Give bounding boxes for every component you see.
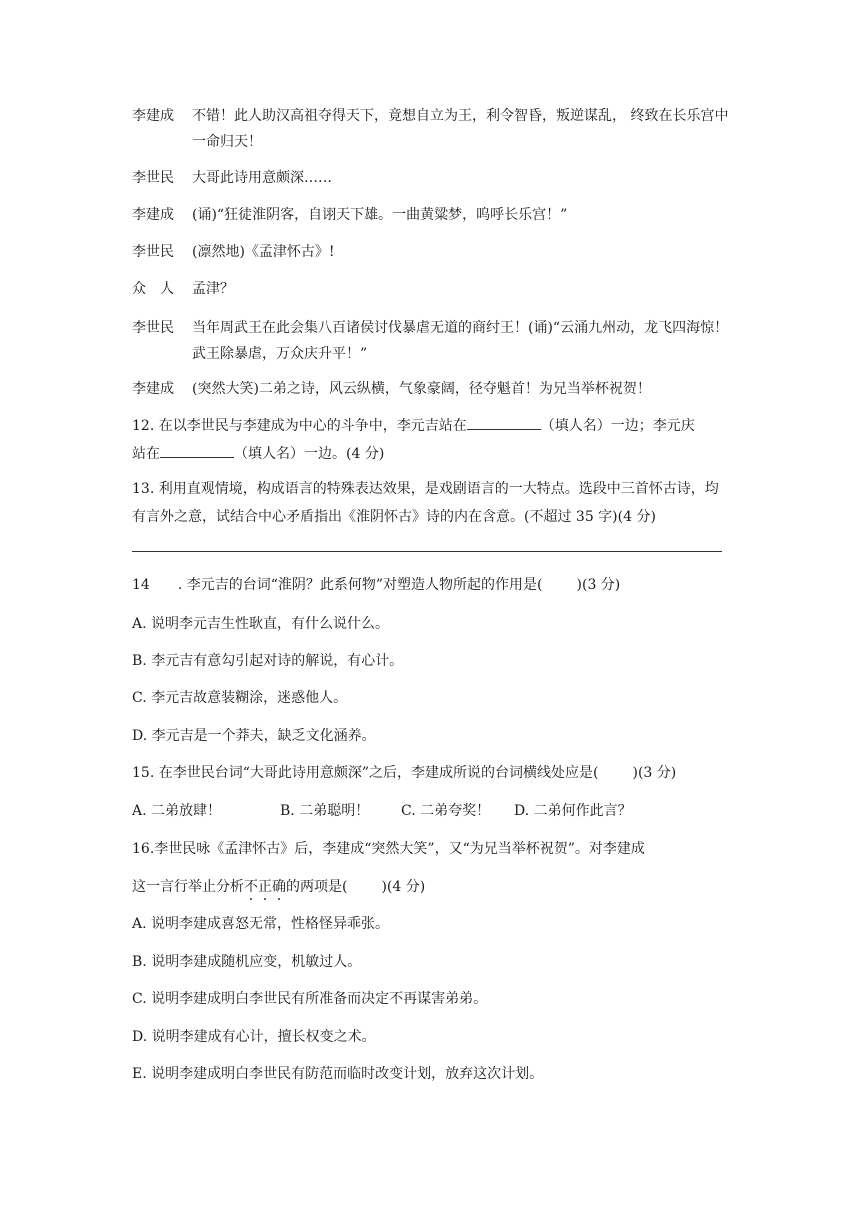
q13-answer-line[interactable] (132, 551, 722, 552)
q16-emphasis (244, 879, 286, 895)
question-16-line-1: 16.李世民咏《孟津怀古》后，李建成“突然大笑”，又“为兄当举杯祝贺”。对李建成 (132, 841, 645, 857)
speech-text: 孟津？ (192, 281, 234, 297)
q12-blank-1[interactable] (467, 415, 541, 430)
q12-blank-2[interactable] (160, 443, 234, 458)
q16-option: A. 说明李建成喜怒无常，性格怪异乖张。 (132, 916, 390, 932)
speaker-name: 李建成 (132, 381, 174, 397)
question-16-line-2 (132, 877, 425, 897)
q14-stem: . 李元吉的台词“淮阴？此系何物”对塑造人物所起的作用是( (177, 577, 543, 593)
q16-text: 的两项是( (286, 879, 348, 895)
q12-text-1: 12. 在以李世民与李建成为中心的斗争中，李元吉站在 (132, 418, 467, 434)
q14-option: A. 说明李元吉生性耿直，有什么说什么。 (132, 616, 390, 632)
q14-option: B. 李元吉有意勾引起对诗的解说，有心计。 (132, 653, 404, 669)
q12-text-3: 站在 (132, 446, 160, 462)
q12-text-2: （填人名）一边；李元庆 (540, 418, 695, 434)
speech-text: (诵)“狂徒淮阴客，自诩天下雄。一曲黄粱梦，呜呼长乐宫！” (192, 207, 568, 223)
speaker-name: 众 人 (132, 281, 174, 297)
q16-option: D. 说明李建成有心计，擅长权变之术。 (132, 1029, 376, 1045)
q15-option: A. 二弟放肆！ (132, 803, 222, 819)
speech-text: (凛然地)《孟津怀古》! (192, 244, 335, 260)
q14-option: C. 李元吉故意装糊涂，迷惑他人。 (132, 690, 348, 706)
question-15 (132, 763, 676, 783)
q16-score: )(4 分) (381, 879, 426, 895)
speech-text: 当年周武王在此会集八百诸侯讨伐暴虐无道的商纣王！(诵)“云涌九州动，龙飞四海惊！武王除暴虐，万众庆升平！” (192, 320, 729, 362)
emphasis-char: 不 (244, 879, 258, 895)
speaker-name: 李世民 (132, 170, 174, 186)
q15-options (132, 801, 632, 821)
q16-emphasis-text (244, 879, 286, 895)
q15-option: D. 二弟何作此言？ (514, 803, 632, 819)
q12-text-4: （填人名）一边。(4 分) (234, 446, 385, 462)
speaker-name: 李建成 (132, 207, 174, 223)
q15-stem: 15. 在李世民台词“大哥此诗用意颇深”之后，李建成所说的台词横线处应是( (132, 765, 599, 781)
q15-option: C. 二弟夸奖！ (401, 803, 491, 819)
question-12 (132, 412, 732, 468)
speech-text: (突然大笑)二弟之诗，风云纵横，气象豪阔，径夺魁首！为兄当举杯祝贺！ (192, 381, 651, 397)
question-14 (132, 575, 620, 595)
q14-score: )(3 分) (576, 577, 621, 593)
speaker-name: 李世民 (132, 320, 174, 336)
speaker-name: 李世民 (132, 244, 174, 260)
q15-option: B. 二弟聪明！ (280, 803, 370, 819)
q16-option: C. 说明李建成明白李世民有所准备而决定不再谋害弟弟。 (132, 991, 488, 1007)
q14-option: D. 李元吉是一个莽夫，缺乏文化涵养。 (132, 728, 376, 744)
speech-text: 不错！此人助汉高祖夺得天下，竟想自立为王，利令智昏，叛逆谋乱， 终致在长乐宫中一命归天！ (192, 108, 729, 150)
question-13: 13. 利用直观情境，构成语言的特殊表达效果，是戏剧语言的一大特点。选段中三首怀古诗，均有言外之意，试结合中心矛盾指出《淮阴怀古》诗的内在含意。(不超过 35 字)(4 分) (132, 481, 719, 525)
q16-option: E. 说明李建成明白李世民有防范而临时改变计划，放弃这次计划。 (132, 1066, 544, 1082)
emphasis-char: 正 (258, 879, 272, 895)
q16-text: 这一言行举止分析 (132, 879, 244, 895)
emphasis-char: 确 (272, 879, 286, 895)
q16-option: B. 说明李建成随机应变，机敏过人。 (132, 954, 362, 970)
speech-text: 大哥此诗用意颇深…… (192, 170, 332, 186)
q15-score: )(3 分) (632, 765, 677, 781)
speaker-name: 李建成 (132, 108, 174, 124)
q14-number: 14 (132, 577, 150, 593)
